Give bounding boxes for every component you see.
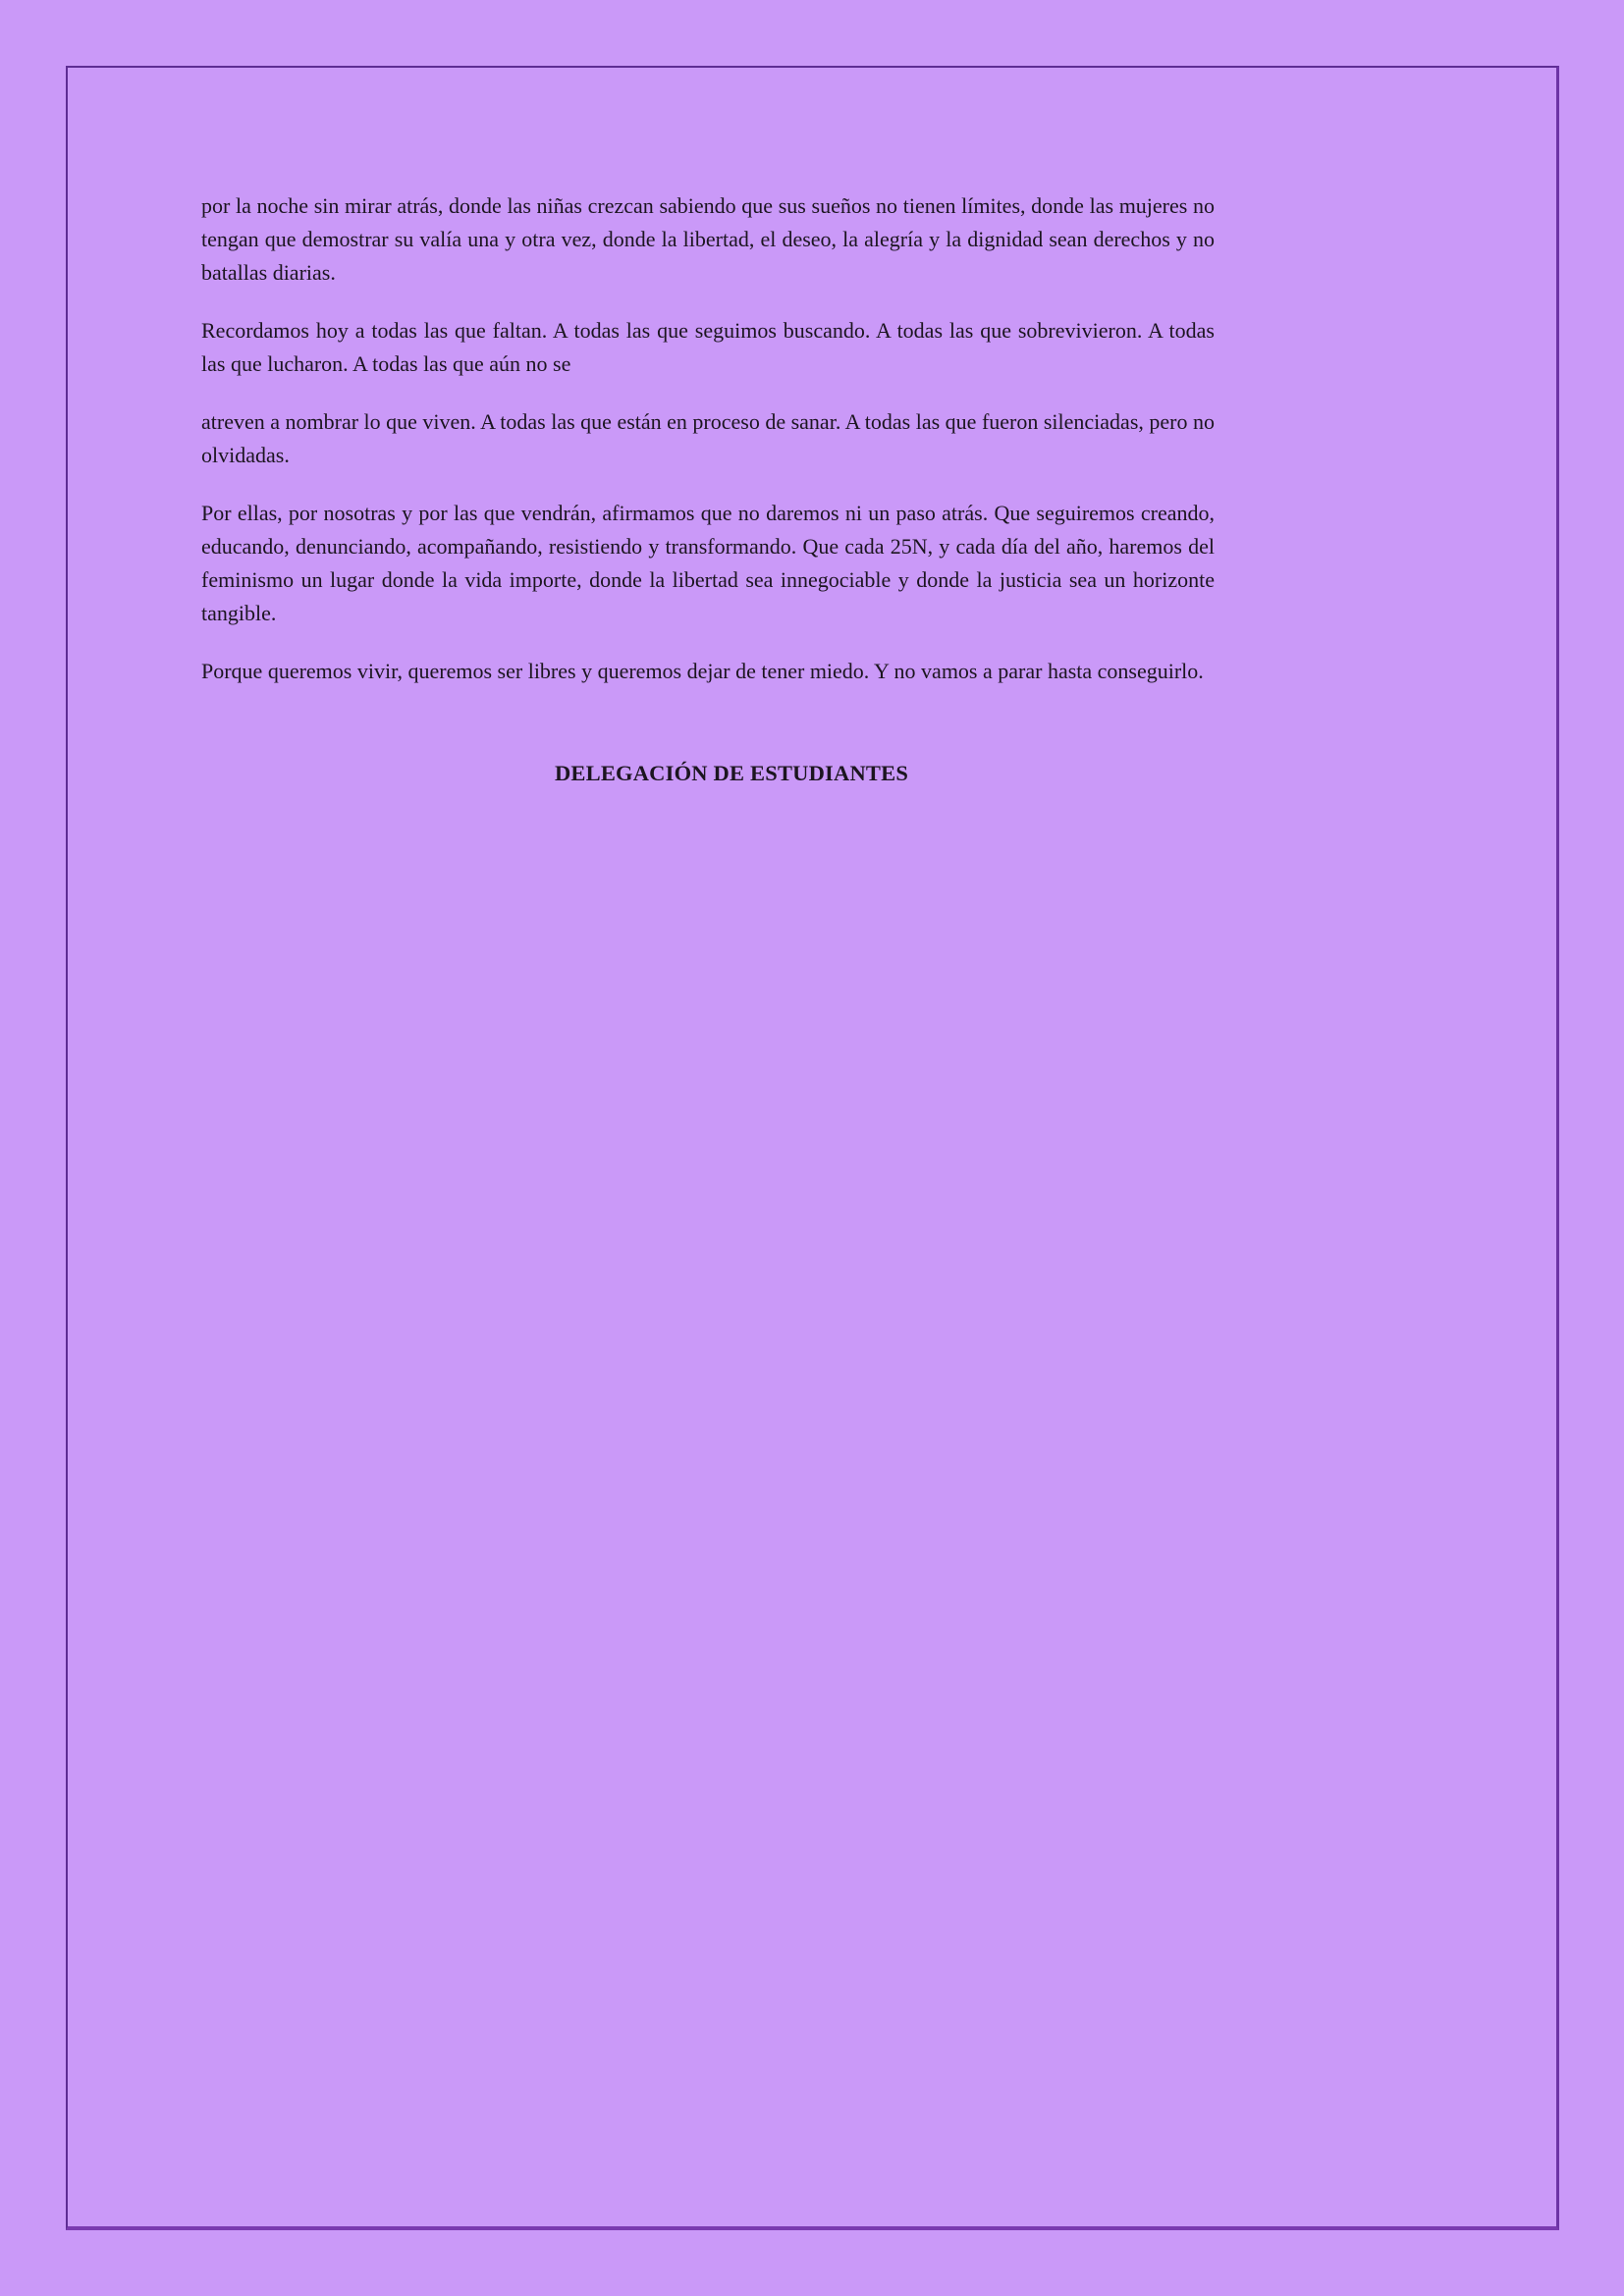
body-paragraph: atreven a nombrar lo que viven. A todas las que están en proceso de sanar. A todas las que fueron silenciadas, pero no olvidadas. xyxy=(201,409,1215,467)
body-paragraph: Recordamos hoy a todas las que faltan. A todas las que seguimos buscando. A todas las que sobrevivieron. A todas las que lucharon. A todas las que aún no se xyxy=(201,318,1215,376)
body-paragraph: Porque queremos vivir, queremos ser libres y queremos dejar de tener miedo. Y no vamos a parar hasta conseguirlo. xyxy=(201,659,1204,683)
body-paragraph: por la noche sin mirar atrás, donde las niñas crezcan sabiendo que sus sueños no tienen límites, donde las mujeres no tengan que demostrar su valía una y otra vez, donde la libertad, el deseo, la alegría y la dignidad sean derechos y no batallas diarias. xyxy=(201,193,1215,285)
document-page-frame xyxy=(66,66,1559,2230)
document-body xyxy=(201,189,1215,790)
signature-heading: DELEGACIÓN DE ESTUDIANTES xyxy=(554,761,909,785)
body-paragraph: Por ellas, por nosotras y por las que vendrán, afirmamos que no daremos ni un paso atrás. Que seguiremos creando, educando, denunciando, acompañando, resistiendo y transformando. Que cada 25N, y cada día del año, haremos del feminismo un lugar donde la vida importe, donde la libertad sea innegociable y donde la justicia sea un horizonte tangible. xyxy=(201,501,1215,625)
